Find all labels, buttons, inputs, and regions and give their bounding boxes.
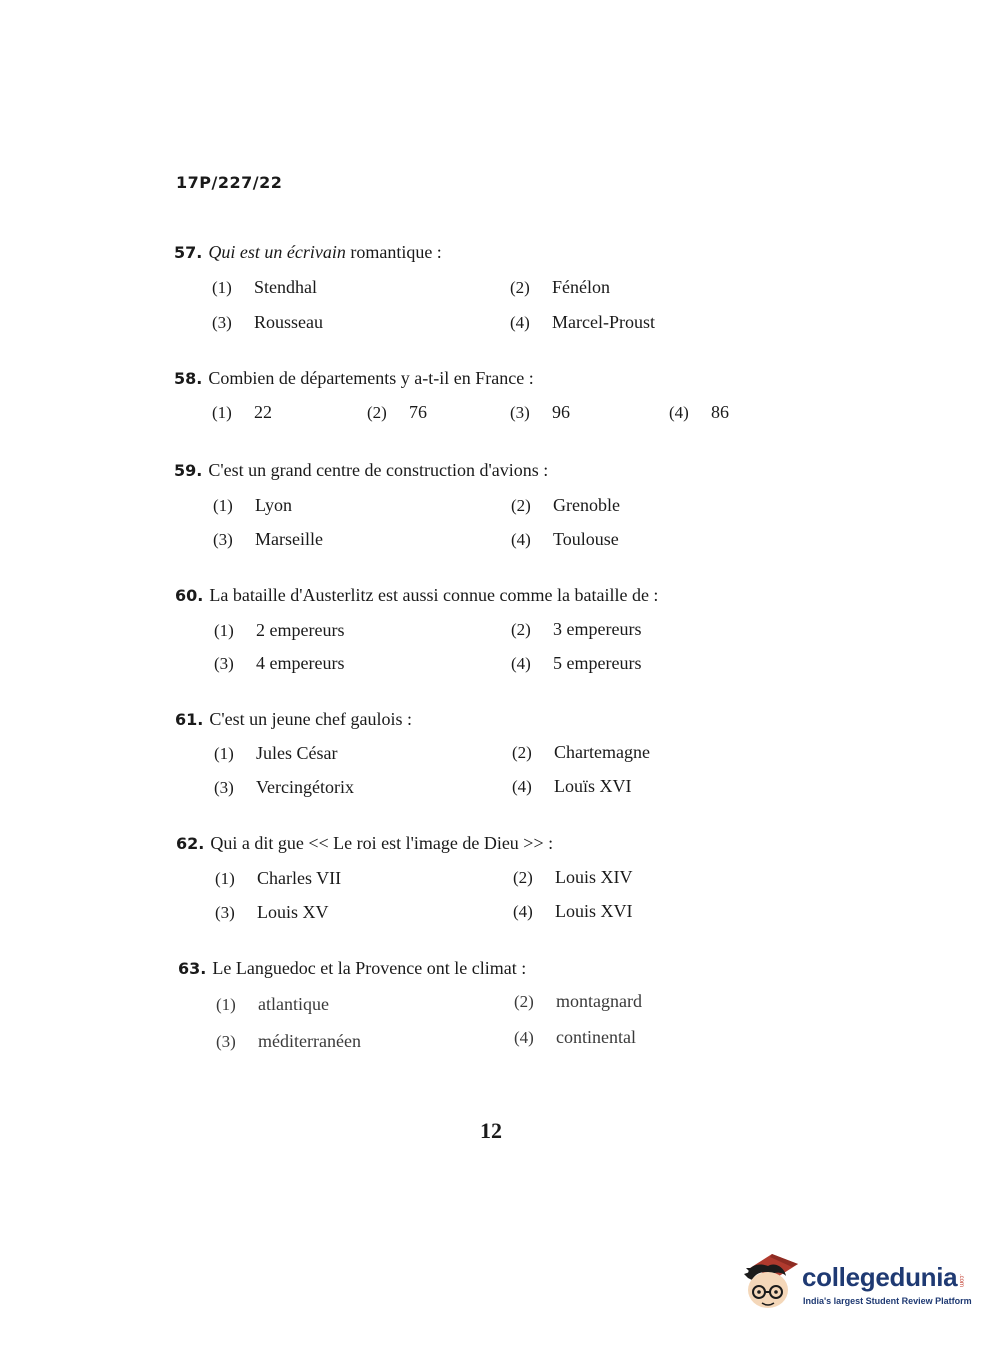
option-number: (4) [514, 1028, 534, 1047]
option-number: (4) [511, 530, 531, 549]
option-label: 3 empereurs [553, 619, 642, 639]
option-57-3 [212, 311, 323, 334]
option-63-1 [216, 993, 329, 1016]
option-label: Fénélon [552, 277, 610, 297]
option-62-1 [215, 867, 341, 890]
option-label: Lyon [255, 495, 293, 515]
option-number: (2) [511, 496, 531, 515]
question-62 [176, 832, 796, 855]
option-59-1 [213, 494, 292, 517]
page-number: 12 [480, 1118, 502, 1143]
option-label: 4 empereurs [256, 653, 345, 673]
question-number: 59. [174, 461, 203, 480]
question-58 [174, 367, 794, 390]
question-text: Le Languedoc et la Provence ont le climat : [212, 958, 527, 978]
option-label: continental [556, 1027, 636, 1047]
option-61-3 [214, 776, 354, 799]
option-label: Louis XV [257, 902, 329, 922]
option-number: (2) [514, 992, 534, 1011]
option-number: (4) [513, 902, 533, 921]
option-number: (3) [214, 778, 234, 797]
option-number: (4) [669, 403, 689, 422]
question-number: 60. [175, 586, 204, 605]
question-text: C'est un grand centre de construction d'avions : [208, 460, 549, 480]
option-59-2 [511, 494, 620, 517]
question-text: Combien de départements y a-t-il en France : [208, 368, 534, 388]
option-59-4 [511, 528, 619, 551]
collegedunia-logo[interactable] [742, 1248, 972, 1318]
option-label: Louis XVI [555, 901, 633, 921]
option-label: Louis XIV [555, 867, 633, 887]
option-label: 86 [711, 402, 729, 422]
option-number: (3) [215, 903, 235, 922]
option-60-3 [214, 652, 344, 675]
option-58-2 [367, 401, 427, 424]
question-text: Qui a dit gue << Le roi est l'image de Dieu >> : [210, 833, 554, 853]
option-57-1 [212, 276, 317, 299]
option-number: (1) [214, 621, 234, 640]
option-label: Rousseau [254, 312, 323, 332]
option-58-3 [510, 401, 570, 424]
page-code: 17P/227/22 [176, 173, 283, 192]
option-number: (2) [512, 743, 532, 762]
option-label: 2 empereurs [256, 620, 345, 640]
question-text: C'est un jeune chef gaulois : [209, 709, 413, 729]
option-label: 5 empereurs [553, 653, 642, 673]
option-62-3 [215, 901, 329, 924]
option-label: Jules César [256, 743, 338, 763]
question-59 [174, 459, 794, 482]
question-number: 62. [176, 834, 205, 853]
question-number: 61. [175, 710, 204, 729]
logo-dotcom: .com [958, 1274, 964, 1288]
option-number: (3) [214, 654, 234, 673]
option-58-1 [212, 401, 272, 424]
option-63-4 [514, 1026, 636, 1049]
option-label: 76 [409, 402, 427, 422]
option-number: (3) [216, 1032, 236, 1051]
option-number: (1) [212, 403, 232, 422]
option-label: Stendhal [254, 277, 317, 297]
option-60-1 [214, 619, 344, 642]
option-number: (2) [367, 403, 387, 422]
question-60 [175, 584, 795, 607]
question-63 [178, 957, 798, 980]
option-number: (4) [510, 313, 530, 332]
option-number: (1) [215, 869, 235, 888]
option-number: (2) [510, 278, 530, 297]
option-label: Vercingétorix [256, 777, 354, 797]
option-label: 96 [552, 402, 570, 422]
option-number: (2) [513, 868, 533, 887]
option-label: Marcel-Proust [552, 312, 655, 332]
option-label: 22 [254, 402, 272, 422]
option-number: (3) [510, 403, 530, 422]
option-61-1 [214, 742, 337, 765]
option-59-3 [213, 528, 323, 551]
option-label: Grenoble [553, 495, 620, 515]
option-label: Chartemagne [554, 742, 650, 762]
logo-tagline: India's largest Student Review Platform [803, 1296, 972, 1306]
option-57-2 [510, 276, 610, 299]
option-label: méditerranéen [258, 1031, 361, 1051]
question-text: La bataille d'Austerlitz est aussi connue comme la bataille de : [209, 585, 659, 605]
option-60-2 [511, 618, 641, 641]
question-text-italic: Qui est un écrivain [208, 242, 346, 262]
option-number: (3) [213, 530, 233, 549]
option-number: (2) [511, 620, 531, 639]
option-62-2 [513, 866, 633, 889]
question-text: romantique : [345, 242, 442, 262]
option-61-2 [512, 741, 650, 764]
logo-wordmark: collegedunia [802, 1262, 958, 1292]
option-label: Toulouse [553, 529, 619, 549]
mascot-icon [742, 1248, 802, 1314]
option-61-4 [512, 775, 632, 798]
question-number: 63. [178, 959, 207, 978]
option-label: montagnard [556, 991, 642, 1011]
option-58-4 [669, 401, 729, 424]
option-60-4 [511, 652, 641, 675]
option-number: (4) [511, 654, 531, 673]
option-63-3 [216, 1030, 361, 1053]
option-number: (1) [212, 278, 232, 297]
option-57-4 [510, 311, 655, 334]
option-label: Marseille [255, 529, 323, 549]
option-62-4 [513, 900, 633, 923]
option-number: (1) [214, 744, 234, 763]
option-number: (3) [212, 313, 232, 332]
question-number: 58. [174, 369, 203, 388]
option-number: (4) [512, 777, 532, 796]
question-number: 57. [174, 243, 203, 262]
question-61 [175, 708, 795, 731]
option-label: atlantique [258, 994, 329, 1014]
option-label: Charles VII [257, 868, 342, 888]
question-57 [174, 241, 794, 264]
option-number: (1) [216, 995, 236, 1014]
option-number: (1) [213, 496, 233, 515]
option-63-2 [514, 990, 642, 1013]
option-label: Louïs XVI [554, 776, 632, 796]
